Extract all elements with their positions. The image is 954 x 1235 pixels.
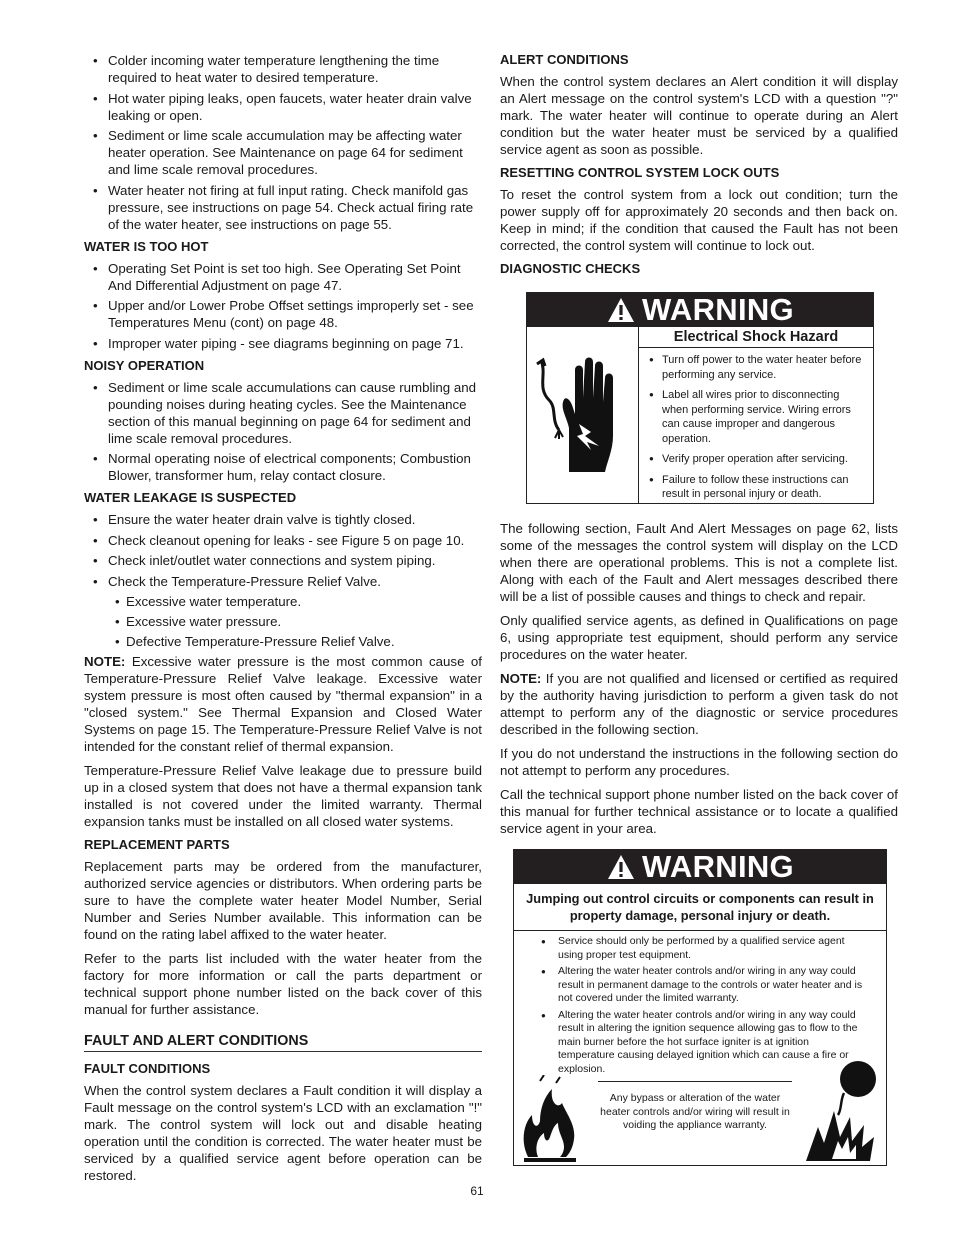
list-item: • Sediment or lime scale accumulations can cause rumbling and pounding noises during heating cycles. See the Maintenance section of this manual beginning on page 64 for sediment and lime scale removal procedures. [84,379,482,447]
heading-fault-conditions: FAULT CONDITIONS [84,1061,211,1076]
warning-footer: Any bypass or alteration of the water heater controls and/or wiring will result in voiding the appliance warranty. [600,1092,790,1131]
section-title-fault-alert: FAULT AND ALERT CONDITIONS [84,1032,482,1052]
right-column [500,52,898,1166]
right-note [500,670,898,738]
heading-diagnostic-checks: DIAGNOSTIC CHECKS [500,261,641,276]
alert-paragraph: When the control system declares an Alert condition it will display an Alert message on the control system's LCD with a question "?" mark. The water heater will continue to operate during an Alert condition but the water heater must be serviced by a qualified service agent as soon as possible. [500,74,898,157]
warning-headline: Jumping out control circuits or components can result in property damage, personal injury or death. [514,884,886,931]
list-item: ● Turn off power to the water heater before performing any service. [647,353,867,382]
paragraph-fault-messages-intro: The following section, Fault And Alert Messages on page 62, lists some of the messages the control system will display on the LCD when there are operational problems. This is not a complete list. Along with each of the Fault and Alert messages described there will be a list of possible causes and things to check and repair. [500,521,898,604]
warning-banner [514,850,886,884]
heading-resetting-lockouts: RESETTING CONTROL SYSTEM LOCK OUTS [500,165,780,180]
page-number: 61 [470,1184,484,1198]
warning-label: WARNING [642,849,794,884]
list-item: • Operating Set Point is set too high. See Operating Set Point And Differential Adjustment on page 47. [84,260,482,294]
warning-banner [527,293,873,327]
note-text: If you are not qualified and licensed or certified as required by the authority having jurisdiction to perform a given task do not attempt to perform any of the diagnostic or service procedures described in the following section. [500,671,898,737]
list-item: ● Verify proper operation after servicing. [647,452,867,467]
replacement-paragraph-1: Replacement parts may be ordered from the manufacturer, authorized service agencies or distributors. When ordering parts be sure to have the complete water heater Model Number, Serial Number and Series Number available. This information can be found on the rating label affixed to the water heater. [84,859,482,942]
list-item: • Improper water piping - see diagrams beginning on page 71. [84,335,482,352]
warning-title: Electrical Shock Hazard [639,327,873,348]
leakage-note [84,653,482,755]
heading-water-too-hot: WATER IS TOO HOT [84,238,209,254]
leakage-paragraph: Temperature-Pressure Relief Valve leakage due to pressure build up in a closed system that does not have a thermal expansion tank installed is not covered under the limited warranty. Thermal expansion tanks must be installed on all closed water systems. [84,763,482,829]
too-hot-bullet-list [84,260,482,352]
paragraph-technical-support: Call the technical support phone number listed on the back cover of this manual for further technical assistance or to locate a qualified service agent in your area. [500,787,898,836]
warning-triangle-icon [606,853,636,881]
list-item: • Upper and/or Lower Probe Offset settings improperly set - see Temperatures Menu (cont) on page 48. [84,297,482,331]
leakage-bullet-list [84,511,482,590]
heading-alert-conditions: ALERT CONDITIONS [500,52,629,67]
divider [598,1081,792,1082]
fault-paragraph: When the control system declares a Fault condition it will display a Fault message on the control system's LCD with an exclamation "!" mark. The control system will lock out and disable heating operation until the condition is corrected. The water heater must be serviced by a qualified service agent before operation can be restored. [84,1083,482,1183]
warning-item-list [514,931,886,1076]
list-item: ● Altering the water heater controls and/or wiring in any way could result in permanent damage to the controls or water heater and is not covered under the limited warranty. [538,965,866,1006]
heading-replacement-parts: REPLACEMENT PARTS [84,837,230,852]
noisy-bullet-list [84,379,482,485]
jumping-circuits-warning [513,849,887,1166]
leakage-sub-bullet-list [84,593,482,650]
list-item: • Excessive water pressure. [84,613,482,630]
explosion-icon [804,1057,884,1170]
list-item: ● Label all wires prior to disconnecting when performing service. Wiring errors can cause improper and dangerous operation. [647,388,867,446]
reset-paragraph: To reset the control system from a lock out condition; turn the power supply off for approximately 20 seconds and then back on. Keep in mind; if the condition that caused the Fault has not been corrected, the control system will continue to lock out. [500,187,898,253]
list-item: • Check cleanout opening for leaks - see Figure 5 on page 10. [84,532,482,549]
list-item: • Normal operating noise of electrical components; Combustion Blower, transformer hum, relay contact closure. [84,450,482,484]
note-label: NOTE: [500,671,542,686]
warning-label: WARNING [642,292,794,327]
list-item: • Sediment or lime scale accumulation may be affecting water heater operation. See Maintenance on page 64 for sediment and lime scale removal procedures. [84,127,482,178]
fire-icon [518,1075,580,1170]
list-item: • Ensure the water heater drain valve is tightly closed. [84,511,482,528]
intro-bullet-list [84,52,482,233]
list-item: • Excessive water temperature. [84,593,482,610]
list-item: ● Service should only be performed by a qualified service agent using proper test equipment. [538,935,866,962]
note-label: NOTE: [84,654,126,669]
list-item: • Colder incoming water temperature lengthening the time required to heat water to desired temperature. [84,52,482,86]
left-column [84,52,482,1191]
list-item: • Hot water piping leaks, open faucets, water heater drain valve leaking or open. [84,90,482,124]
electrical-shock-warning [526,292,874,504]
shock-hand-icon [527,327,639,503]
paragraph-do-not-understand: If you do not understand the instructions in the following section do not attempt to perform any procedures. [500,746,898,778]
list-item: ● Altering the water heater controls and/or wiring in any way could result in altering the ignition sequence allowing gas to flow to the main burner before the hot surface igniter is at ignition temperature causing delayed ignition which can cause a fire or explosion. [538,1009,866,1077]
list-item: • Check inlet/outlet water connections and system piping. [84,552,482,569]
warning-item-list [639,348,873,502]
heading-water-leakage: WATER LEAKAGE IS SUSPECTED [84,490,297,505]
list-item: • Defective Temperature-Pressure Relief Valve. [84,633,482,650]
heading-noisy-operation: NOISY OPERATION [84,357,205,373]
list-item: • Check the Temperature-Pressure Relief Valve. [84,573,482,590]
paragraph-qualified-agents: Only qualified service agents, as defined in Qualifications on page 6, using appropriate test equipment, should perform any service procedures on the water heater. [500,613,898,662]
replacement-paragraph-2: Refer to the parts list included with the water heater from the factory for more information or call the parts department or technical support phone number listed on the back cover of this manual for further assistance. [84,951,482,1017]
note-text: Excessive water pressure is the most common cause of Temperature-Pressure Relief Valve leakage. Excessive water system pressure is most often caused by "thermal expansion" in a "closed system." See Thermal Expansion and Closed Water Systems on page 15. The Temperature-Pressure Relief Valve is not intended for the constant relief of thermal expansion. [84,654,482,754]
list-item: ● Failure to follow these instructions can result in personal injury or death. [647,473,867,502]
list-item: • Water heater not firing at full input rating. Check manifold gas pressure, see instructions on page 54. Check actual firing rate of the water heater, see instructions on page 55. [84,182,482,233]
warning-triangle-icon [606,296,636,324]
